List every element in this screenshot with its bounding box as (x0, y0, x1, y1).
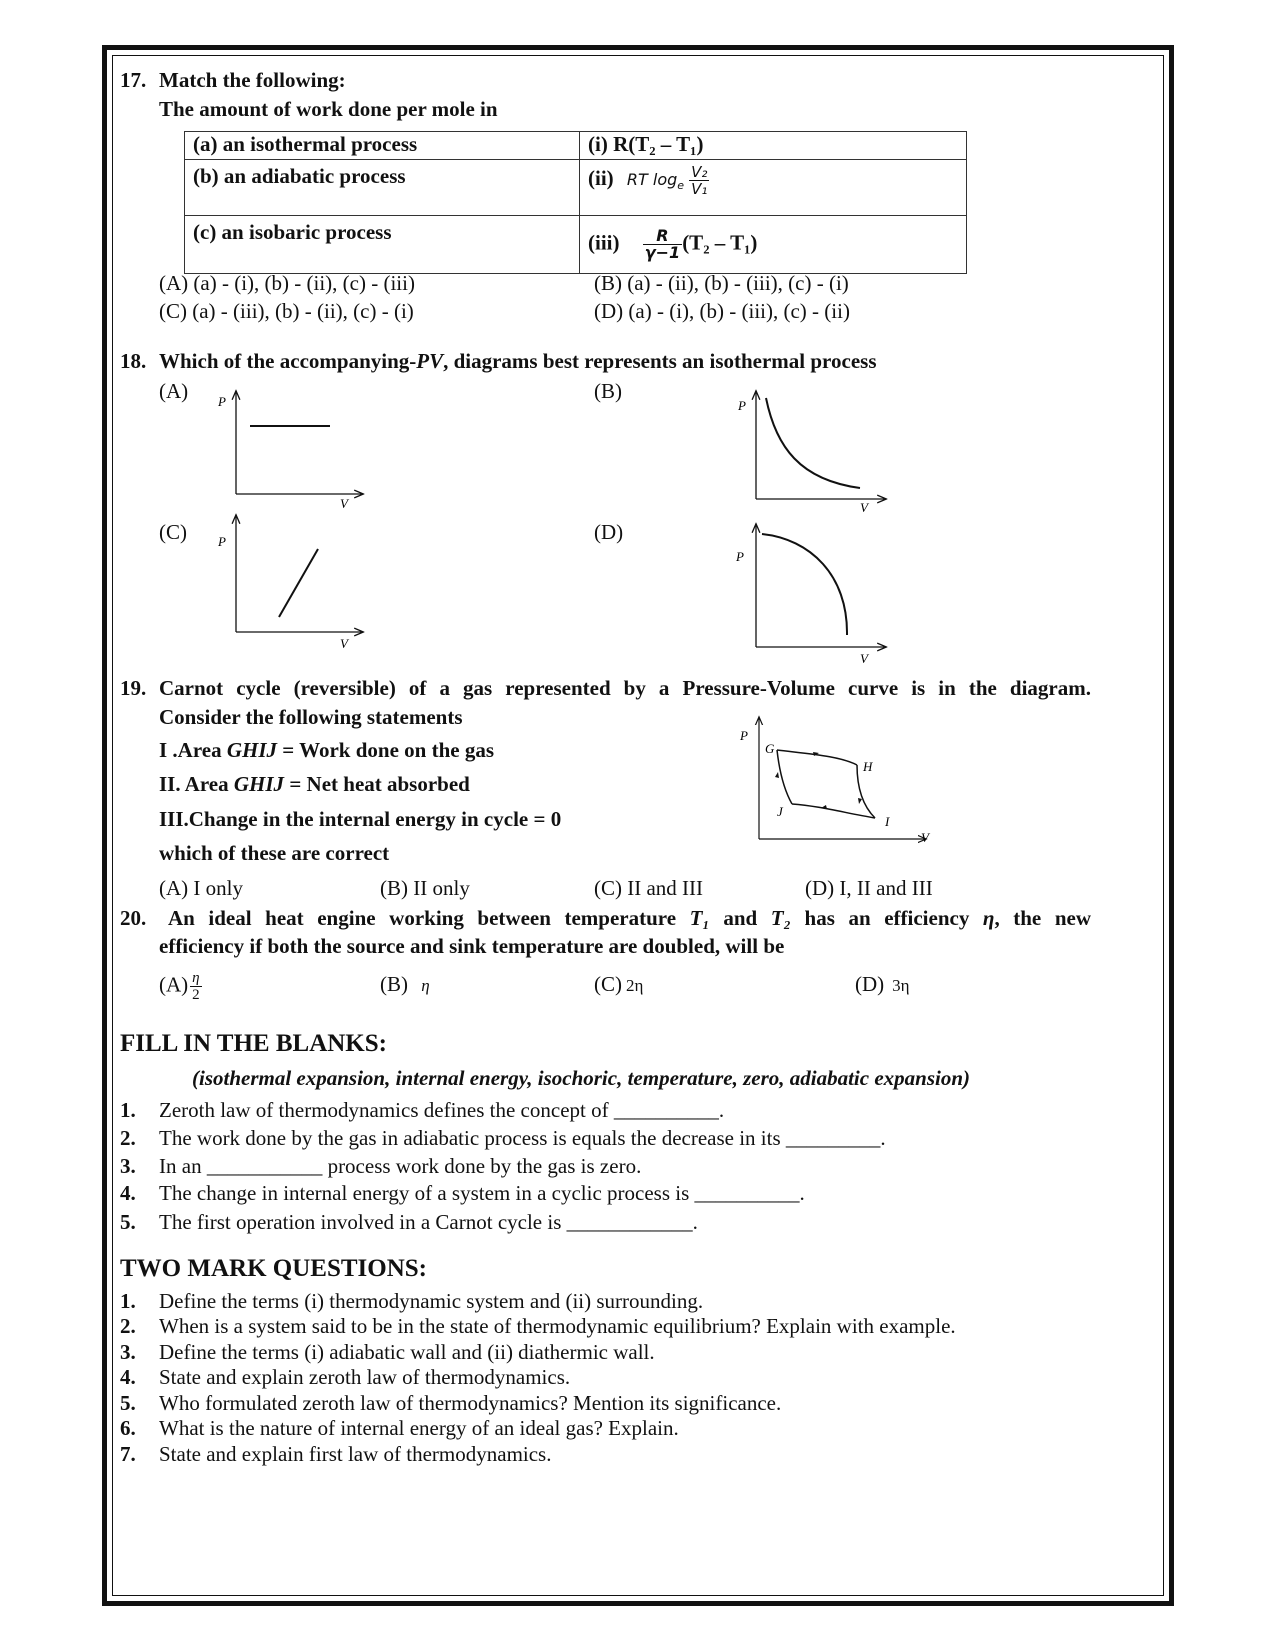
item-number: 7. (120, 1442, 136, 1466)
q20-number: 20. (120, 906, 147, 930)
q19-option-d: (D) I, II and III (805, 876, 933, 900)
item-text: Who formulated zeroth law of thermodynamics? Mention its significance. (159, 1391, 782, 1415)
q18-label-a: (A) (159, 379, 189, 403)
point-g: G (765, 741, 775, 756)
q20-text-a: An ideal heat engine working between temperature (168, 906, 690, 930)
item-number: 2. (120, 1314, 136, 1338)
s1-a: I .Area (159, 738, 227, 762)
fraction-denominator: γ−1 (644, 243, 681, 262)
q17-option-d: (D) (a) - (i), (b) - (iii), (c) - (ii) (594, 299, 850, 323)
option-a-fraction (190, 970, 202, 1003)
two-mark-item (120, 1442, 551, 1467)
fill-item (120, 1098, 724, 1123)
q20-option-d (855, 972, 910, 997)
match-expr-sub: e (677, 179, 685, 193)
s2-em: GHIJ (233, 772, 285, 796)
item-text: The first operation involved in a Carnot cycle is ____________. (159, 1210, 698, 1234)
item-text: State and explain zeroth law of thermodynamics. (159, 1365, 571, 1389)
two-mark-heading: TWO MARK QUESTIONS: (120, 1255, 427, 1282)
item-text: State and explain first law of thermodynamics. (159, 1442, 552, 1466)
match-row (185, 216, 967, 274)
p-label: P (736, 549, 744, 564)
fill-item (120, 1210, 698, 1235)
pv-graph-b (730, 392, 890, 517)
match-right (580, 160, 967, 216)
match-table (184, 131, 967, 274)
q20-option-a (159, 970, 202, 1003)
q20-option-b (380, 972, 430, 997)
q18-text (159, 349, 877, 374)
adiabat-jg (777, 750, 792, 804)
q19-line2: Consider the following statements (159, 705, 463, 729)
point-j: J (777, 804, 783, 819)
match-left: (c) an isobaric process (185, 216, 580, 274)
pv-curve (766, 398, 860, 488)
point-i: I (885, 814, 890, 829)
item-number: 5. (120, 1210, 136, 1234)
option-c-label: (C) (594, 972, 622, 996)
q17-option-b: (B) (a) - (ii), (b) - (iii), (c) - (i) (594, 271, 849, 295)
item-text: In an ___________ process work done by the gas is zero. (159, 1154, 642, 1178)
pv-graph-a (210, 392, 370, 517)
s2-a: II. Area (159, 772, 234, 796)
q17-subtitle: The amount of work done per mole in (159, 97, 498, 121)
two-mark-item (120, 1289, 703, 1314)
item-number: 5. (120, 1391, 136, 1415)
pv-graph-c (210, 516, 370, 651)
two-mark-item (120, 1340, 655, 1365)
fill-item (120, 1181, 805, 1206)
match-expr-tail: (T₂ – T₁) (682, 230, 758, 255)
p-label: P (738, 398, 746, 413)
two-mark-item (120, 1391, 781, 1416)
fill-item (120, 1154, 641, 1179)
q20-text-c: , the new (994, 906, 1092, 930)
match-right: (i) R(T₂ – T₁) (580, 132, 967, 160)
q19-option-b: (B) II only (380, 876, 470, 900)
fraction-numerator: η (190, 970, 202, 987)
arrow-jg (775, 772, 779, 778)
q19-option-c: (C) II and III (594, 876, 704, 900)
fill-word-bank: (isothermal expansion, internal energy, isochoric, temperature, zero, adiabatic expansion) (192, 1066, 970, 1090)
match-fraction (689, 164, 709, 197)
q19-statement-1 (159, 738, 494, 763)
q20-line1 (168, 906, 1091, 931)
item-number: 4. (120, 1181, 136, 1205)
fill-heading: FILL IN THE BLANKS: (120, 1030, 387, 1057)
pv-graph-d (730, 525, 890, 665)
v-label: V (860, 651, 868, 666)
q20-t2: T₂ (770, 906, 791, 930)
q19-number: 19. (120, 676, 147, 700)
match-right-label: (ii) (588, 166, 614, 190)
item-number: 4. (120, 1365, 136, 1389)
q18-label-c: (C) (159, 520, 187, 544)
v-label: V (921, 830, 929, 845)
v-label: V (340, 496, 348, 511)
q17-title: Match the following: (159, 68, 346, 92)
item-number: 3. (120, 1340, 136, 1364)
item-number: 3. (120, 1154, 136, 1178)
option-d-value: 3η (892, 976, 910, 995)
pv-curve (279, 549, 318, 617)
q18-label-d: (D) (594, 520, 624, 544)
q19-line1: Carnot cycle (reversible) of a gas represented by a Pressure-Volume curve is in the diagram. (159, 676, 1091, 700)
q20-text-b: has an efficiency (790, 906, 983, 930)
item-number: 6. (120, 1416, 136, 1440)
isotherm-ij (792, 804, 875, 818)
option-a-label: (A) (159, 972, 189, 997)
item-text: The work done by the gas in adiabatic process is equals the decrease in its _________. (159, 1126, 886, 1150)
q20-and: and (709, 906, 771, 930)
match-left: (b) an adiabatic process (185, 160, 580, 216)
q19-statement-3: III.Change in the internal energy in cycle = 0 (159, 807, 562, 831)
fraction-denominator: 2 (192, 987, 200, 1003)
q18-number: 18. (120, 349, 147, 373)
p-label: P (740, 728, 748, 743)
q20-line2: efficiency if both the source and sink temperature are doubled, will be (159, 934, 785, 958)
two-mark-item (120, 1365, 570, 1390)
q20-option-c (594, 972, 643, 997)
match-row (185, 132, 967, 160)
pv-curve (762, 534, 847, 635)
match-fraction (643, 228, 682, 261)
two-mark-item (120, 1314, 956, 1339)
item-text: Zeroth law of thermodynamics defines the concept of __________. (159, 1098, 725, 1122)
q19-statement-2 (159, 772, 470, 797)
item-number: 1. (120, 1289, 136, 1313)
item-text: The change in internal energy of a system in a cyclic process is __________. (159, 1181, 805, 1205)
q18-text-a: Which of the accompanying- (159, 349, 417, 373)
q17-option-a: (A) (a) - (i), (b) - (ii), (c) - (iii) (159, 271, 415, 295)
p-label: P (218, 534, 226, 549)
match-right-label: (iii) (588, 230, 620, 255)
item-text: When is a system said to be in the state of thermodynamic equilibrium? Explain with example. (159, 1314, 956, 1338)
p-label: P (218, 394, 226, 409)
option-b-value: η (421, 976, 430, 995)
match-right (580, 216, 967, 274)
option-c-value: 2η (626, 976, 644, 995)
option-d-label: (D) (855, 972, 885, 996)
q18-text-em: PV (416, 349, 444, 373)
v-label: V (340, 636, 348, 651)
q18-label-b: (B) (594, 379, 622, 403)
fraction-numerator: V₂ (691, 163, 708, 181)
item-text: Define the terms (i) adiabatic wall and (ii) diathermic wall. (159, 1340, 655, 1364)
match-expr: RT log (626, 170, 678, 189)
match-row (185, 160, 967, 216)
match-left: (a) an isothermal process (185, 132, 580, 160)
item-number: 2. (120, 1126, 136, 1150)
arrow-hi (858, 798, 862, 804)
carnot-diagram (735, 718, 935, 848)
point-h: H (863, 759, 873, 774)
v-label: V (860, 500, 868, 515)
q19-option-a: (A) I only (159, 876, 243, 900)
item-number: 1. (120, 1098, 136, 1122)
option-b-label: (B) (380, 972, 408, 996)
q20-t1: T₁ (689, 906, 710, 930)
s1-b: = Work done on the gas (277, 738, 494, 762)
item-text: Define the terms (i) thermodynamic system and (ii) surrounding. (159, 1289, 704, 1313)
q20-eta: η (982, 906, 995, 930)
q19-question: which of these are correct (159, 841, 390, 865)
s2-b: = Net heat absorbed (284, 772, 470, 796)
item-text: What is the nature of internal energy of an ideal gas? Explain. (159, 1416, 679, 1440)
two-mark-item (120, 1416, 679, 1441)
isotherm-gh (777, 750, 857, 765)
fraction-denominator: V₁ (691, 180, 708, 198)
q18-text-b: , diagrams best represents an isothermal process (443, 349, 877, 373)
s1-em: GHIJ (226, 738, 278, 762)
q17-option-c: (C) (a) - (iii), (b) - (ii), (c) - (i) (159, 299, 414, 323)
fill-item (120, 1126, 886, 1151)
fraction-numerator: R (643, 228, 682, 245)
q17-number: 17. (120, 68, 147, 92)
